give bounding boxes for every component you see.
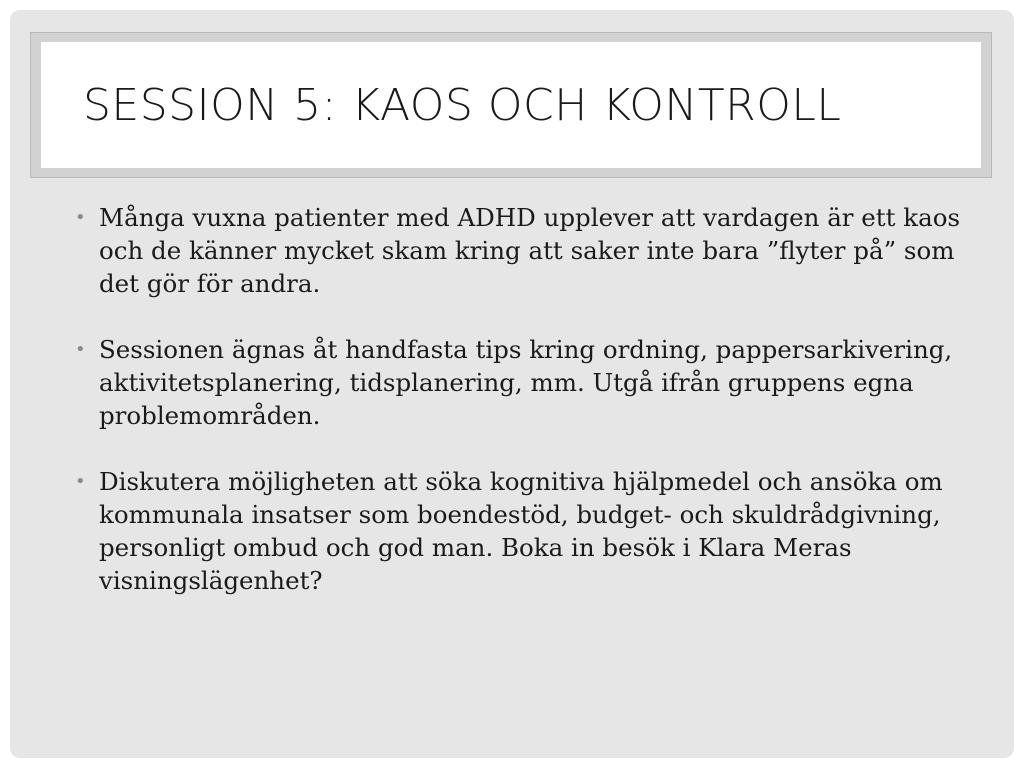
bullet-list: [70, 201, 970, 630]
bullet-text: Diskutera möjligheten att söka kognitiva hjälpmedel och ansöka om kommunala insatser som boendestöd, budget- och skuldrådgivning, personligt ombud och god man. Boka in besök i Klara Meras visningslägenhet?: [99, 467, 943, 595]
slide: [10, 10, 1014, 758]
title-box: [41, 42, 981, 168]
title-frame: [30, 32, 992, 178]
bullet-item: [70, 333, 970, 432]
bullet-text: Många vuxna patienter med ADHD upplever att vardagen är ett kaos och de känner mycket skam kring att saker inte bara ”flyter på” som det gör för andra.: [99, 203, 961, 298]
bullet-dot-icon: •: [75, 339, 86, 360]
slide-title: SESSION 5: KAOS OCH KONTROLL: [83, 79, 842, 131]
bullet-dot-icon: •: [75, 471, 86, 492]
bullet-dot-icon: •: [75, 207, 86, 228]
bullet-text: Sessionen ägnas åt handfasta tips kring ordning, pappersarkivering, aktivitetsplanering, tidsplanering, mm. Utgå ifrån gruppens egna problemområden.: [99, 335, 953, 430]
bullet-item: [70, 201, 970, 300]
bullet-item: [70, 465, 970, 597]
